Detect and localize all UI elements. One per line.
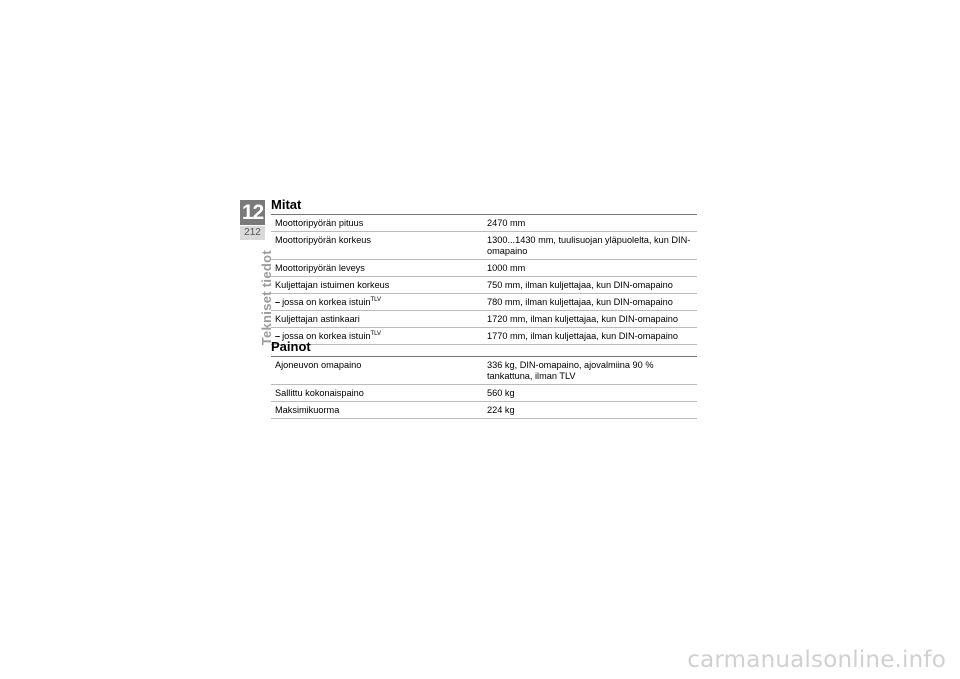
table-row: [271, 277, 697, 294]
table-row: [271, 357, 697, 385]
chapter-number: 12: [241, 201, 264, 224]
dash-bullet: –: [275, 330, 281, 341]
row-value: 224 kg: [483, 402, 697, 419]
row-value: 560 kg: [483, 385, 697, 402]
row-value: 1720 mm, ilman kuljettajaa, kun DIN-omapaino: [483, 311, 697, 328]
table-row: [271, 385, 697, 402]
row-label: Sallittu kokonaispaino: [271, 385, 483, 402]
watermark: carmanualsonline.info: [687, 647, 946, 673]
row-label: Moottoripyörän korkeus: [271, 232, 483, 260]
row-label: Moottoripyörän leveys: [271, 260, 483, 277]
table-row: [271, 328, 697, 345]
row-label: Moottoripyörän pituus: [271, 215, 483, 232]
option-superscript: TLV: [370, 296, 382, 303]
option-superscript: TLV: [370, 330, 382, 337]
table-row: [271, 232, 697, 260]
row-value: 2470 mm: [483, 215, 697, 232]
table-row: [271, 311, 697, 328]
weights-table: [271, 356, 697, 419]
row-label: jossa on korkea istuin: [282, 330, 371, 341]
table-row: [271, 294, 697, 311]
row-label: Ajoneuvon omapaino: [271, 357, 483, 385]
dimensions-table: [271, 214, 697, 345]
row-value: 780 mm, ilman kuljettajaa, kun DIN-omapaino: [483, 294, 697, 311]
section-title-mitat: Mitat: [271, 197, 302, 212]
row-label: Kuljettajan istuimen korkeus: [271, 277, 483, 294]
row-value: 336 kg, DIN-omapaino, ajovalmiina 90 % tankattuna, ilman TLV: [483, 357, 697, 385]
row-label: Kuljettajan astinkaari: [271, 311, 483, 328]
table-row: [271, 260, 697, 277]
row-label: jossa on korkea istuin: [282, 296, 371, 307]
table-row: [271, 215, 697, 232]
table-row: [271, 402, 697, 419]
row-value: 1770 mm, ilman kuljettajaa, kun DIN-omapaino: [483, 328, 697, 345]
dash-bullet: –: [275, 296, 281, 307]
section-title-painot: Painot: [271, 339, 311, 354]
page-number: 212: [240, 226, 265, 240]
row-value: 1000 mm: [483, 260, 697, 277]
row-value: 1300...1430 mm, tuulisuojan yläpuolelta, kun DIN-omapaino: [483, 232, 697, 260]
row-label-sub: [271, 294, 483, 311]
row-label: Maksimikuorma: [271, 402, 483, 419]
section-side-label: Tekniset tiedot: [259, 250, 274, 346]
row-value: 750 mm, ilman kuljettajaa, kun DIN-omapaino: [483, 277, 697, 294]
